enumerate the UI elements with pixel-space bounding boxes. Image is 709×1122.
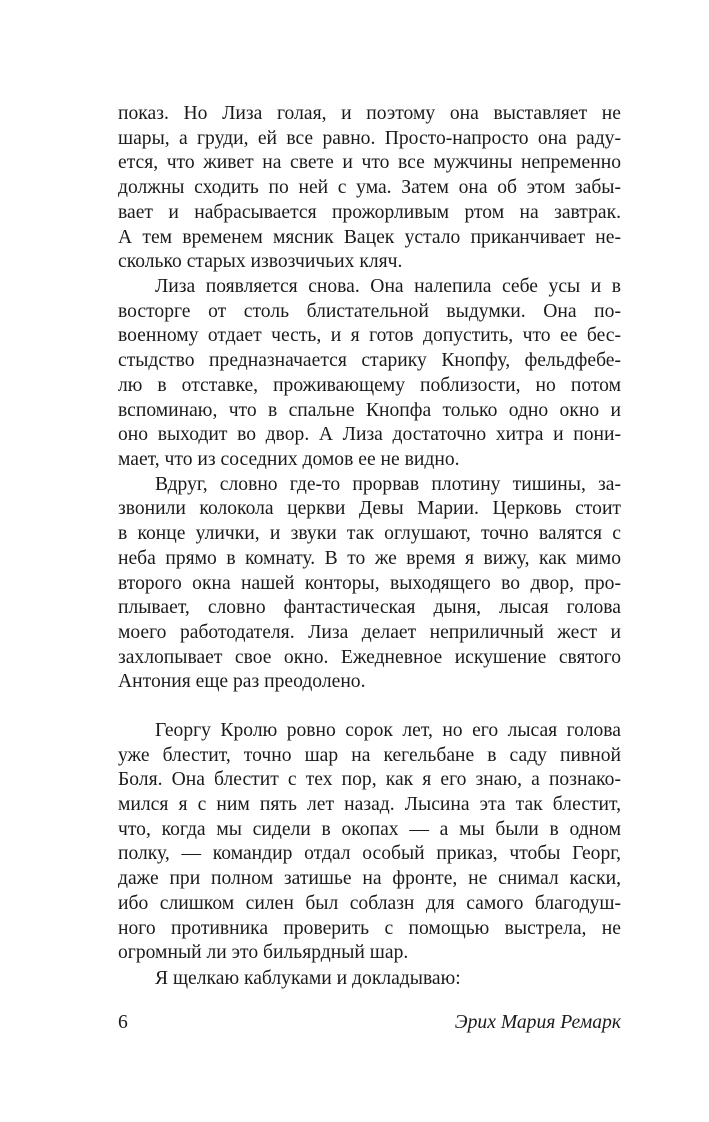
text-line: мился я с ним пять лет назад. Лысина эта так блестит, (118, 794, 621, 815)
running-title: Эрих Мария Ремарк (454, 1012, 621, 1033)
body-text (118, 0, 621, 1000)
text-line: огромный ли это бильярдный шар. (118, 942, 409, 963)
text-line: плывает, словно фантастическая дыня, лысая голова (118, 597, 621, 618)
text-line: Я щелкаю каблуками и докладываю: (155, 968, 461, 989)
text-line: неба прямо в комнату. В то же время я вижу, как мимо (118, 548, 621, 569)
text-line: второго окна нашей конторы, выходящего во двор, про- (118, 573, 621, 594)
text-line: ется, что живет на свете и что все мужчины непременно (118, 152, 621, 173)
text-line: восторге от столь блистательной выдумки. Она по- (118, 301, 621, 322)
text-line: Лиза появляется снова. Она налепила себе усы и в (155, 276, 621, 297)
text-line: в конце улички, и звуки так оглушают, точно валятся с (118, 523, 621, 544)
text-line: должны сходить по ней с ума. Затем она об этом забы- (118, 177, 621, 198)
text-line: что, когда мы сидели в окопах — а мы были в одном (118, 819, 621, 840)
text-line: А тем временем мясник Вацек устало приканчивает не- (118, 227, 621, 248)
text-line: ибо слишком силен был соблазн для самого благодуш- (118, 893, 621, 914)
text-line: лю в отставке, проживающему поблизости, но потом (118, 375, 621, 396)
text-line: мает, что из соседних домов ее не видно. (118, 449, 460, 470)
text-line: вспоминаю, что в спальне Кнопфа только одно окно и (118, 400, 621, 421)
text-line: оно выходит во двор. А Лиза достаточно хитра и пони- (118, 424, 621, 445)
text-line: шары, а груди, ей все равно. Просто-напросто она раду- (118, 128, 621, 149)
text-line: даже при полном затишье на фронте, не снимал каски, (118, 868, 621, 889)
text-line: Антония еще раз преодолено. (118, 671, 366, 692)
text-line: ного противника проверить с помощью выстрела, не (118, 918, 621, 939)
text-line: звонили колокола церкви Девы Марии. Церковь стоит (118, 498, 621, 519)
text-line: Георгу Кролю ровно сорок лет, но его лысая голова (155, 720, 621, 741)
text-line: полку, — командир отдал особый приказ, чтобы Георг, (118, 843, 621, 864)
page-number: 6 (118, 1012, 128, 1033)
text-line: вает и набрасывается прожорливым ртом на завтрак. (118, 202, 621, 223)
text-line: военному отдает честь, и я готов допустить, что ее бес- (118, 325, 621, 346)
text-line: захлопывает свое окно. Ежедневное искушение святого (118, 647, 621, 668)
text-line: Боля. Она блестит с тех пор, как я его знаю, а познако- (118, 769, 621, 790)
text-line: показ. Но Лиза голая, и поэтому она выставляет не (118, 103, 621, 124)
text-line: уже блестит, точно шар на кегельбане в саду пивной (118, 745, 621, 766)
text-line: сколько старых извозчичьих кляч. (118, 251, 403, 272)
text-line: стыдство предназначается старику Кнопфу, фельдфебе- (118, 350, 621, 371)
text-line: Вдруг, словно где-то прорвав плотину тишины, за- (155, 474, 621, 495)
text-line: моего работодателя. Лиза делает неприличный жест и (118, 622, 621, 643)
